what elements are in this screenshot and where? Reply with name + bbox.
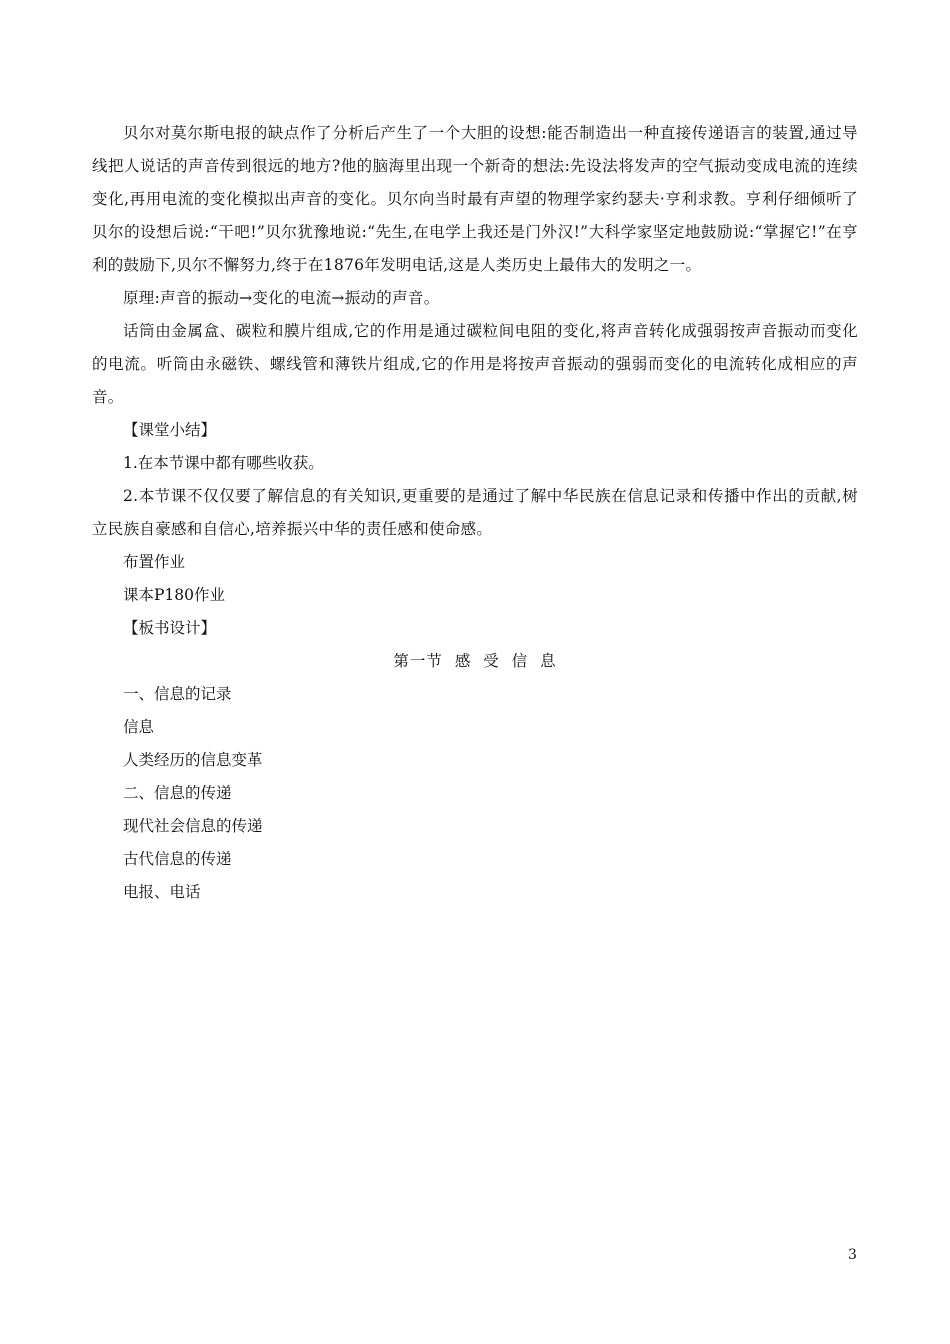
- paragraph-bell-story: 贝尔对莫尔斯电报的缺点作了分析后产生了一个大胆的设想:能否制造出一种直接传递语言的装置,通过导线把人说话的声音传到很远的地方?他的脑海里出现一个新奇的想法:先设法将发声的空气振动变成电流的连续变化,再用电流的变化模拟出声音的变化。贝尔向当时最有声望的物理学家约瑟夫·亨利求教。亨利仔细倾听了贝尔的设想后说:“干吧!”贝尔犹豫地说:“先生,在电学上我还是门外汉!”大科学家坚定地鼓励说:“掌握它!”在亨利的鼓励下,贝尔不懈努力,终于在1876年发明电话,这是人类历史上最伟大的发明之一。: [92, 124, 858, 274]
- homework-heading: 布置作业: [123, 553, 186, 571]
- board-line: 古代信息的传递: [123, 850, 232, 868]
- board-line: 电报、电话: [123, 883, 201, 901]
- summary-item-1: 1.在本节课中都有哪些收获。: [123, 454, 324, 472]
- summary-item-2: 2.本节课不仅仅要了解信息的有关知识,更重要的是通过了解中华民族在信息记录和传播中作出的贡献,树立民族自豪感和自信心,培养振兴中华的责任感和使命感。: [92, 487, 858, 538]
- board-line: 二、信息的传递: [123, 784, 232, 802]
- document-body: [92, 117, 858, 909]
- board-line: 人类经历的信息变革: [123, 751, 263, 769]
- paragraph-microphone-receiver: 话筒由金属盒、碳粒和膜片组成,它的作用是通过碳粒间电阻的变化,将声音转化成强弱按声音振动而变化的电流。听筒由永磁铁、螺线管和薄铁片组成,它的作用是将按声音振动的强弱而变化的电流转化成相应的声音。: [92, 322, 858, 406]
- board-title: 第一节 感 受 信 息: [393, 652, 557, 670]
- page-number: 3: [848, 1247, 857, 1263]
- paragraph-principle: 原理:声音的振动→变化的电流→振动的声音。: [123, 289, 440, 307]
- board-line: 现代社会信息的传递: [123, 817, 263, 835]
- homework-content: 课本P180作业: [123, 586, 226, 604]
- board-design-heading: 【板书设计】: [123, 619, 217, 637]
- board-line: 一、信息的记录: [123, 685, 232, 703]
- summary-heading: 【课堂小结】: [123, 421, 217, 439]
- board-line: 信息: [123, 718, 155, 736]
